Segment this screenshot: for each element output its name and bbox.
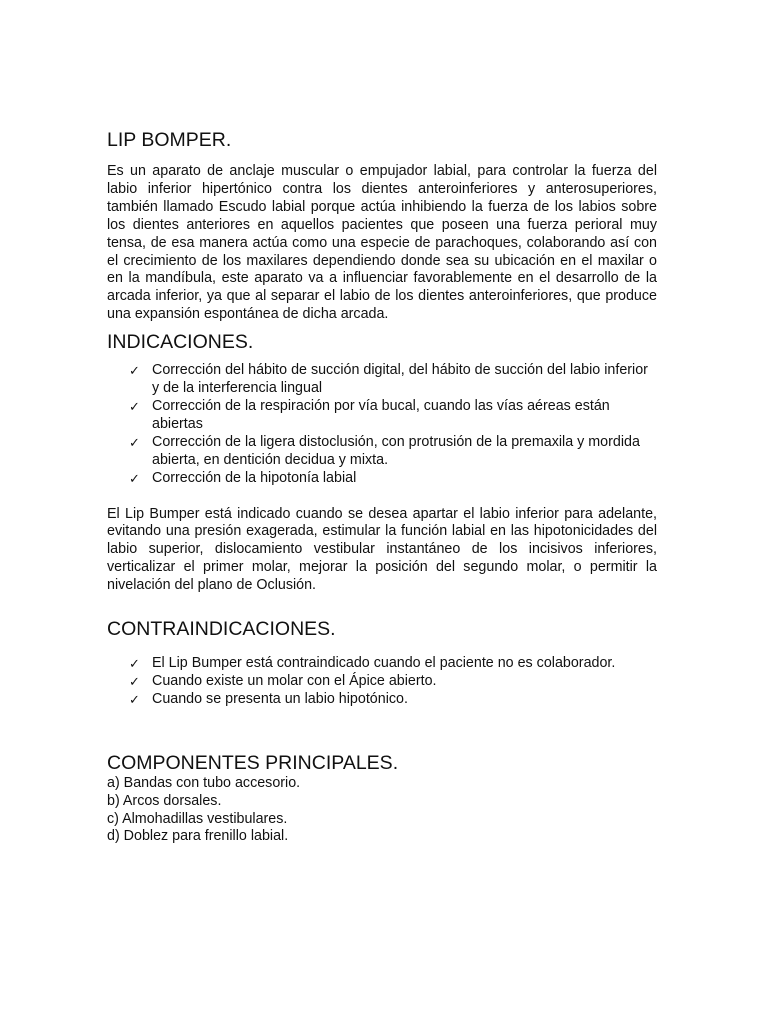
list-item: ✓ Corrección de la hipotonía labial: [129, 469, 357, 486]
list-item: ✓ El Lip Bumper está contraindicado cuando el paciente no es colaborador.: [129, 655, 616, 672]
section-title-componentes: COMPONENTES PRINCIPALES.: [107, 751, 399, 774]
check-mark-icon: ✓: [129, 363, 140, 379]
check-mark-icon: ✓: [129, 470, 140, 486]
check-mark-icon: ✓: [129, 398, 140, 414]
list-item: ✓ Corrección del hábito de succión digital, del hábito de succión del labio inferior y de la interferencia lingual: [129, 362, 648, 397]
check-mark-icon: ✓: [129, 691, 140, 707]
document-page: [107, 128, 657, 846]
section-title-lip-bumper: LIP BOMPER.: [107, 129, 232, 151]
lip-bumper-paragraph: Es un aparato de anclaje muscular o empujador labial, para controlar la fuerza del labio inferior hipertónico contra los dientes anteroinferiores y anterosuperiores, también llamado Escudo labial porque actúa inhibiendo la fuerza de los labios sobre los dientes anteriores en aquellos pacientes que poseen una fuerza perioral muy tensa, de esa manera actúa como una especie de parachoques, colaborando así con el crecimiento de los maxilares dependiendo donde sea su ubicación en el maxilar o en la mandíbula, este aparato va a influenciar favorablemente en el desarrollo de la arcada inferior, ya que al separar el labio de los dientes anteroinferiores, que produce una expansión espontánea de dicha arcada.: [107, 163, 657, 323]
check-mark-icon: ✓: [129, 434, 140, 450]
list-item: ✓ Cuando se presenta un labio hipotónico.: [129, 690, 408, 707]
list-item: b) Arcos dorsales.: [107, 792, 222, 809]
list-item: d) Doblez para frenillo labial.: [107, 828, 289, 845]
list-item: ✓ Cuando existe un molar con el Ápice abierto.: [129, 672, 437, 689]
section-title-contraindicaciones: CONTRAINDICACIONES.: [107, 618, 336, 641]
check-mark-icon: ✓: [129, 673, 140, 689]
indicaciones-list: [107, 362, 657, 487]
list-item: ✓ Corrección de la ligera distoclusión, con protrusión de la premaxila y mordida abierta, en dentición decidua y mixta.: [129, 433, 640, 468]
componentes-list: [107, 775, 657, 847]
indicaciones-paragraph: El Lip Bumper está indicado cuando se desea apartar el labio inferior para adelante, evitando una presión exagerada, estimular la función labial en las hipotonicidades del labio superior, dislocamiento vestibular instantáneo de los incisivos inferiores, verticalizar el primer molar, mejorar la posición del segundo molar, o permitir la nivelación del plano de Oclusión.: [107, 505, 657, 594]
list-item: c) Almohadillas vestibulares.: [107, 810, 288, 827]
list-item: ✓ Corrección de la respiración por vía bucal, cuando las vías aéreas están abiertas: [129, 397, 610, 432]
check-mark-icon: ✓: [129, 656, 140, 672]
list-item: a) Bandas con tubo accesorio.: [107, 774, 301, 791]
section-title-indicaciones: INDICACIONES.: [107, 331, 254, 354]
contraindicaciones-list: [107, 655, 657, 709]
